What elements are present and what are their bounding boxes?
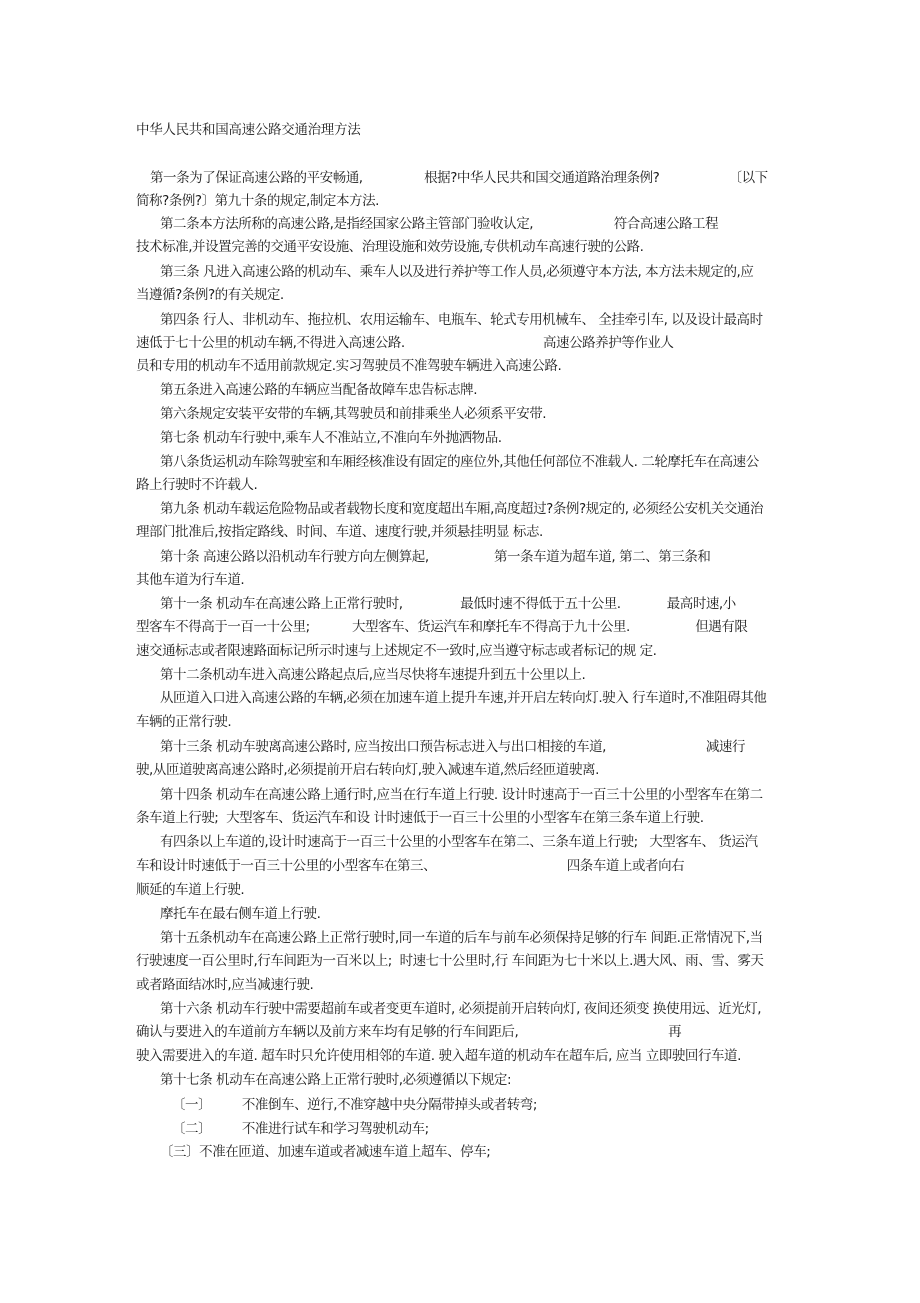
- paragraph-line: 第六条规定安装平安带的车辆,其驾驶员和前排乘坐人必须系平安带.: [160, 406, 547, 422]
- paragraph-line: 第十六条 机动车行驶中需要超前车或者变更车道时, 必须提前开启转向灯, 夜间还须变 换使用远、近光灯,: [160, 1001, 762, 1017]
- paragraph-line: 车辆的正常行驶.: [136, 714, 232, 730]
- paragraph-line: 速交通标志或者限速路面标记所示时速与上述规定不一致时,应当遵守标志或者标记的规 定.: [136, 643, 657, 659]
- paragraph-line: 第十五条机动车在高速公路上正常行驶时,同一车道的后车与前车必须保持足够的行车 间距.正常情况下,当: [160, 930, 763, 946]
- paragraph-line: 〔三〕不准在匝道、加速车道或者减速车道上超车、停车;: [160, 1144, 491, 1160]
- paragraph-line: 第五条进入高速公路的车辆应当配备故障车忠告标志牌.: [160, 382, 478, 398]
- paragraph-line: 驶入需要进入的车道. 超车时只允许使用相邻的车道. 驶入超车道的机动车在超车后, 应当 立即驶回行车道.: [136, 1048, 741, 1064]
- paragraph-line: 第三条 凡进入高速公路的机动车、乘车人以及进行养护等工作人员,必须遵守本方法, 本方法未规定的,应: [160, 264, 754, 280]
- paragraph-line: 速低于七十公里的机动车辆,不得进入高速公路. 高速公路养护等作业人: [136, 335, 674, 351]
- paragraph-line: 第十一条 机动车在高速公路上正常行驶时, 最低时速不得低于五十公里. 最高时速,小: [160, 596, 736, 612]
- paragraph-line: 简称?条例?〕第九十条的规定,制定本方法.: [136, 193, 379, 209]
- paragraph-line: 车和设计时速低于一百三十公里的小型客车在第三、 四条车道上或者向右: [136, 858, 685, 874]
- paragraph-line: 确认与要进入的车道前方车辆以及前方来车均有足够的行车间距后, 再: [136, 1024, 682, 1040]
- paragraph-line: 摩托车在最右侧车道上行驶.: [160, 906, 321, 922]
- paragraph-line: 员和专用的机动车不适用前款规定.实习驾驶员不准驾驶车辆进入高速公路.: [136, 358, 562, 374]
- paragraph-line: 第十二条机动车进入高速公路起点后,应当尽快将车速提升到五十公里以上.: [160, 667, 586, 683]
- paragraph-line: 或者路面结冰时,应当减速行驶.: [136, 977, 314, 993]
- paragraph-line: 〔二〕 不准进行试车和学习驾驶机动车;: [172, 1121, 429, 1137]
- paragraph-line: 路上行驶时不许载人.: [136, 477, 258, 493]
- paragraph-line: 〔一〕 不准倒车、逆行,不准穿越中央分隔带掉头或者转弯;: [172, 1097, 537, 1113]
- paragraph-line: 从匝道入口进入高速公路的车辆,必须在加速车道上提升车速,并开启左转向灯.驶入 行车道时,不准阻碍其他: [160, 690, 767, 706]
- paragraph-line: 第七条 机动车行驶中,乘车人不准站立,不准向车外抛洒物品.: [160, 430, 502, 446]
- paragraph-line: 第一条为了保证高速公路的平安畅通, 根据?中华人民共和国交通道路治理条例? 〔以下: [150, 170, 768, 186]
- paragraph-line: 其他车道为行车道.: [136, 572, 245, 588]
- paragraph-line: 理部门批准后,按指定路线、时间、车道、速度行驶,并须悬挂明显 标志.: [136, 524, 543, 540]
- paragraph-line: 第八条货运机动车除驾驶室和车厢经核准设有固定的座位外,其他任何部位不准载人. 二轮摩托车在高速公: [160, 454, 759, 470]
- document-title: 中华人民共和国高速公路交通治理方法: [136, 122, 361, 138]
- paragraph-line: 当遵循?条例?的有关规定.: [136, 287, 284, 303]
- paragraph-line: 驶,从匝道驶离高速公路时,必须提前开启右转向灯,驶入减速车道,然后经匝道驶离.: [136, 762, 599, 778]
- paragraph-line: 顺延的车道上行驶.: [136, 882, 245, 898]
- paragraph-line: 有四条以上车道的,设计时速高于一百三十公里的小型客车在第二、三条车道上行驶; 大型客车、 货运汽: [160, 834, 758, 850]
- paragraph-line: 第十三条 机动车驶离高速公路时, 应当按出口预告标志进入与出口相接的车道, 减速行: [160, 739, 746, 755]
- paragraph-line: 第十条 高速公路以沿机动车行驶方向左侧算起, 第一条车道为超车道, 第二、第三条和: [160, 549, 711, 565]
- paragraph-line: 第二条本方法所称的高速公路,是指经国家公路主管部门验收认定, 符合高速公路工程: [160, 216, 719, 232]
- paragraph-line: 行驶速度一百公里时,行车间距为一百米以上; 时速七十公里时,行 车间距为七十米以上.遇大风、雨、雪、雾天: [136, 953, 764, 969]
- paragraph-line: 第十七条 机动车在高速公路上正常行驶时,必须遵循以下规定:: [160, 1072, 512, 1088]
- paragraph-line: 型客车不得高于一百一十公里; 大型客车、货运汽车和摩托车不得高于九十公里. 但遇有限: [136, 619, 748, 635]
- paragraph-line: 条车道上行驶; 大型客车、货运汽车和设 计时速低于一百三十公里的小型客车在第三条车道上行驶.: [136, 810, 704, 826]
- paragraph-line: 第十四条 机动车在高速公路上通行时,应当在行车道上行驶. 设计时速高于一百三十公里的小型客车在第二: [160, 787, 763, 803]
- paragraph-line: 第九条 机动车载运危险物品或者载物长度和宽度超出车厢,高度超过?条例?规定的, 必须经公安机关交通治: [160, 501, 763, 517]
- paragraph-line: 第四条 行人、非机动车、拖拉机、农用运输车、电瓶车、轮式专用机械车、 全挂牵引车, 以及设计最高时: [160, 312, 763, 328]
- paragraph-line: 技术标准,并设置完善的交通平安设施、治理设施和效劳设施,专供机动车高速行驶的公路.: [136, 239, 644, 255]
